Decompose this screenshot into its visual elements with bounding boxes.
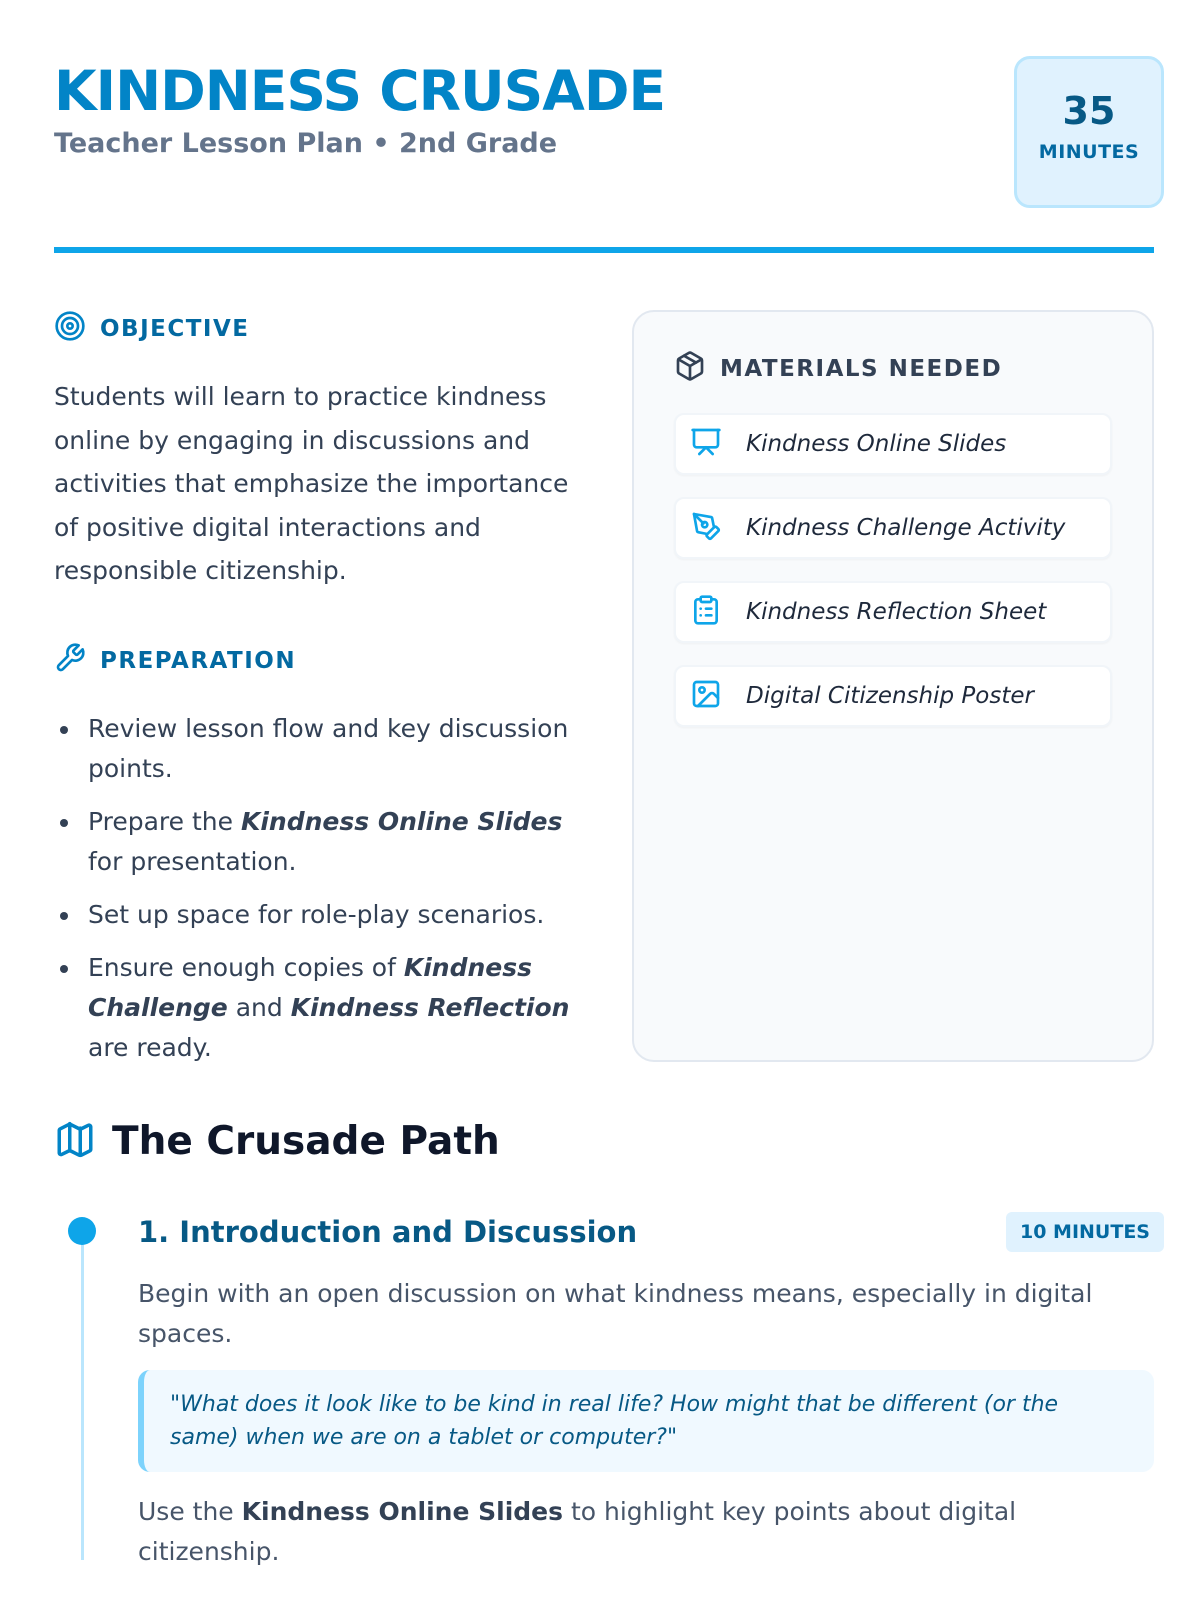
timeline-line xyxy=(81,1240,84,1560)
duration-badge xyxy=(1014,56,1164,208)
page-title: KINDNESS CRUSADE xyxy=(54,59,666,123)
objective-heading: OBJECTIVE xyxy=(100,315,250,342)
material-item-challenge[interactable] xyxy=(674,497,1112,559)
step-footer: Use the Kindness Online Slides to highlight key points about digital citizenship. xyxy=(138,1497,1017,1566)
step-description: Begin with an open discussion on what kindness means, especially in digital spaces. xyxy=(138,1279,1093,1348)
pen-tool-icon xyxy=(690,510,722,547)
list-item: Ensure enough copies of Kindness Challenge and Kindness Reflection are ready. xyxy=(54,948,594,1068)
material-item-slides[interactable] xyxy=(674,413,1112,475)
material-item-reflection[interactable] xyxy=(674,581,1112,643)
materials-list xyxy=(674,413,1112,727)
duration-unit: MINUTES xyxy=(1038,141,1140,163)
list-item: Review lesson flow and key discussion points. xyxy=(54,709,594,789)
material-item-poster[interactable] xyxy=(674,665,1112,727)
timeline-dot xyxy=(68,1217,96,1245)
target-icon xyxy=(54,310,86,347)
page-subtitle: Teacher Lesson Plan • 2nd Grade xyxy=(54,128,558,159)
path-heading: The Crusade Path xyxy=(112,1119,500,1164)
map-icon xyxy=(54,1118,96,1165)
header-divider xyxy=(54,247,1154,253)
step-title: 1. Introduction and Discussion xyxy=(138,1215,638,1249)
step-quote: "What does it look like to be kind in real life? How might that be different (or the same) when we are on a tablet or computer?" xyxy=(138,1370,1154,1472)
step-duration-badge: 10 MINUTES xyxy=(1006,1212,1164,1252)
material-label: Kindness Online Slides xyxy=(746,431,1007,457)
package-icon xyxy=(674,350,706,387)
path-step xyxy=(138,1212,1154,1572)
wrench-icon xyxy=(54,642,86,679)
preparation-list xyxy=(54,709,594,1068)
clipboard-icon xyxy=(690,594,722,631)
preparation-section xyxy=(54,642,594,1081)
objective-text: Students will learn to practice kindness online by engaging in discussions and activities that emphasize the importance of positive digital interactions and responsible citizenship. xyxy=(54,382,569,585)
presentation-icon xyxy=(690,426,722,463)
material-label: Kindness Challenge Activity xyxy=(746,515,1066,541)
list-item: Set up space for role-play scenarios. xyxy=(54,895,594,935)
path-section-heading xyxy=(54,1118,500,1165)
preparation-heading: PREPARATION xyxy=(100,647,297,674)
lesson-header xyxy=(54,56,1154,206)
objective-section xyxy=(54,310,594,593)
materials-heading: MATERIALS NEEDED xyxy=(720,355,1003,382)
duration-value: 35 xyxy=(1062,89,1116,133)
materials-panel xyxy=(632,310,1154,1062)
list-item: Prepare the Kindness Online Slides for presentation. xyxy=(54,802,594,882)
image-icon xyxy=(690,678,722,715)
material-label: Kindness Reflection Sheet xyxy=(746,599,1047,625)
material-label: Digital Citizenship Poster xyxy=(746,683,1034,709)
